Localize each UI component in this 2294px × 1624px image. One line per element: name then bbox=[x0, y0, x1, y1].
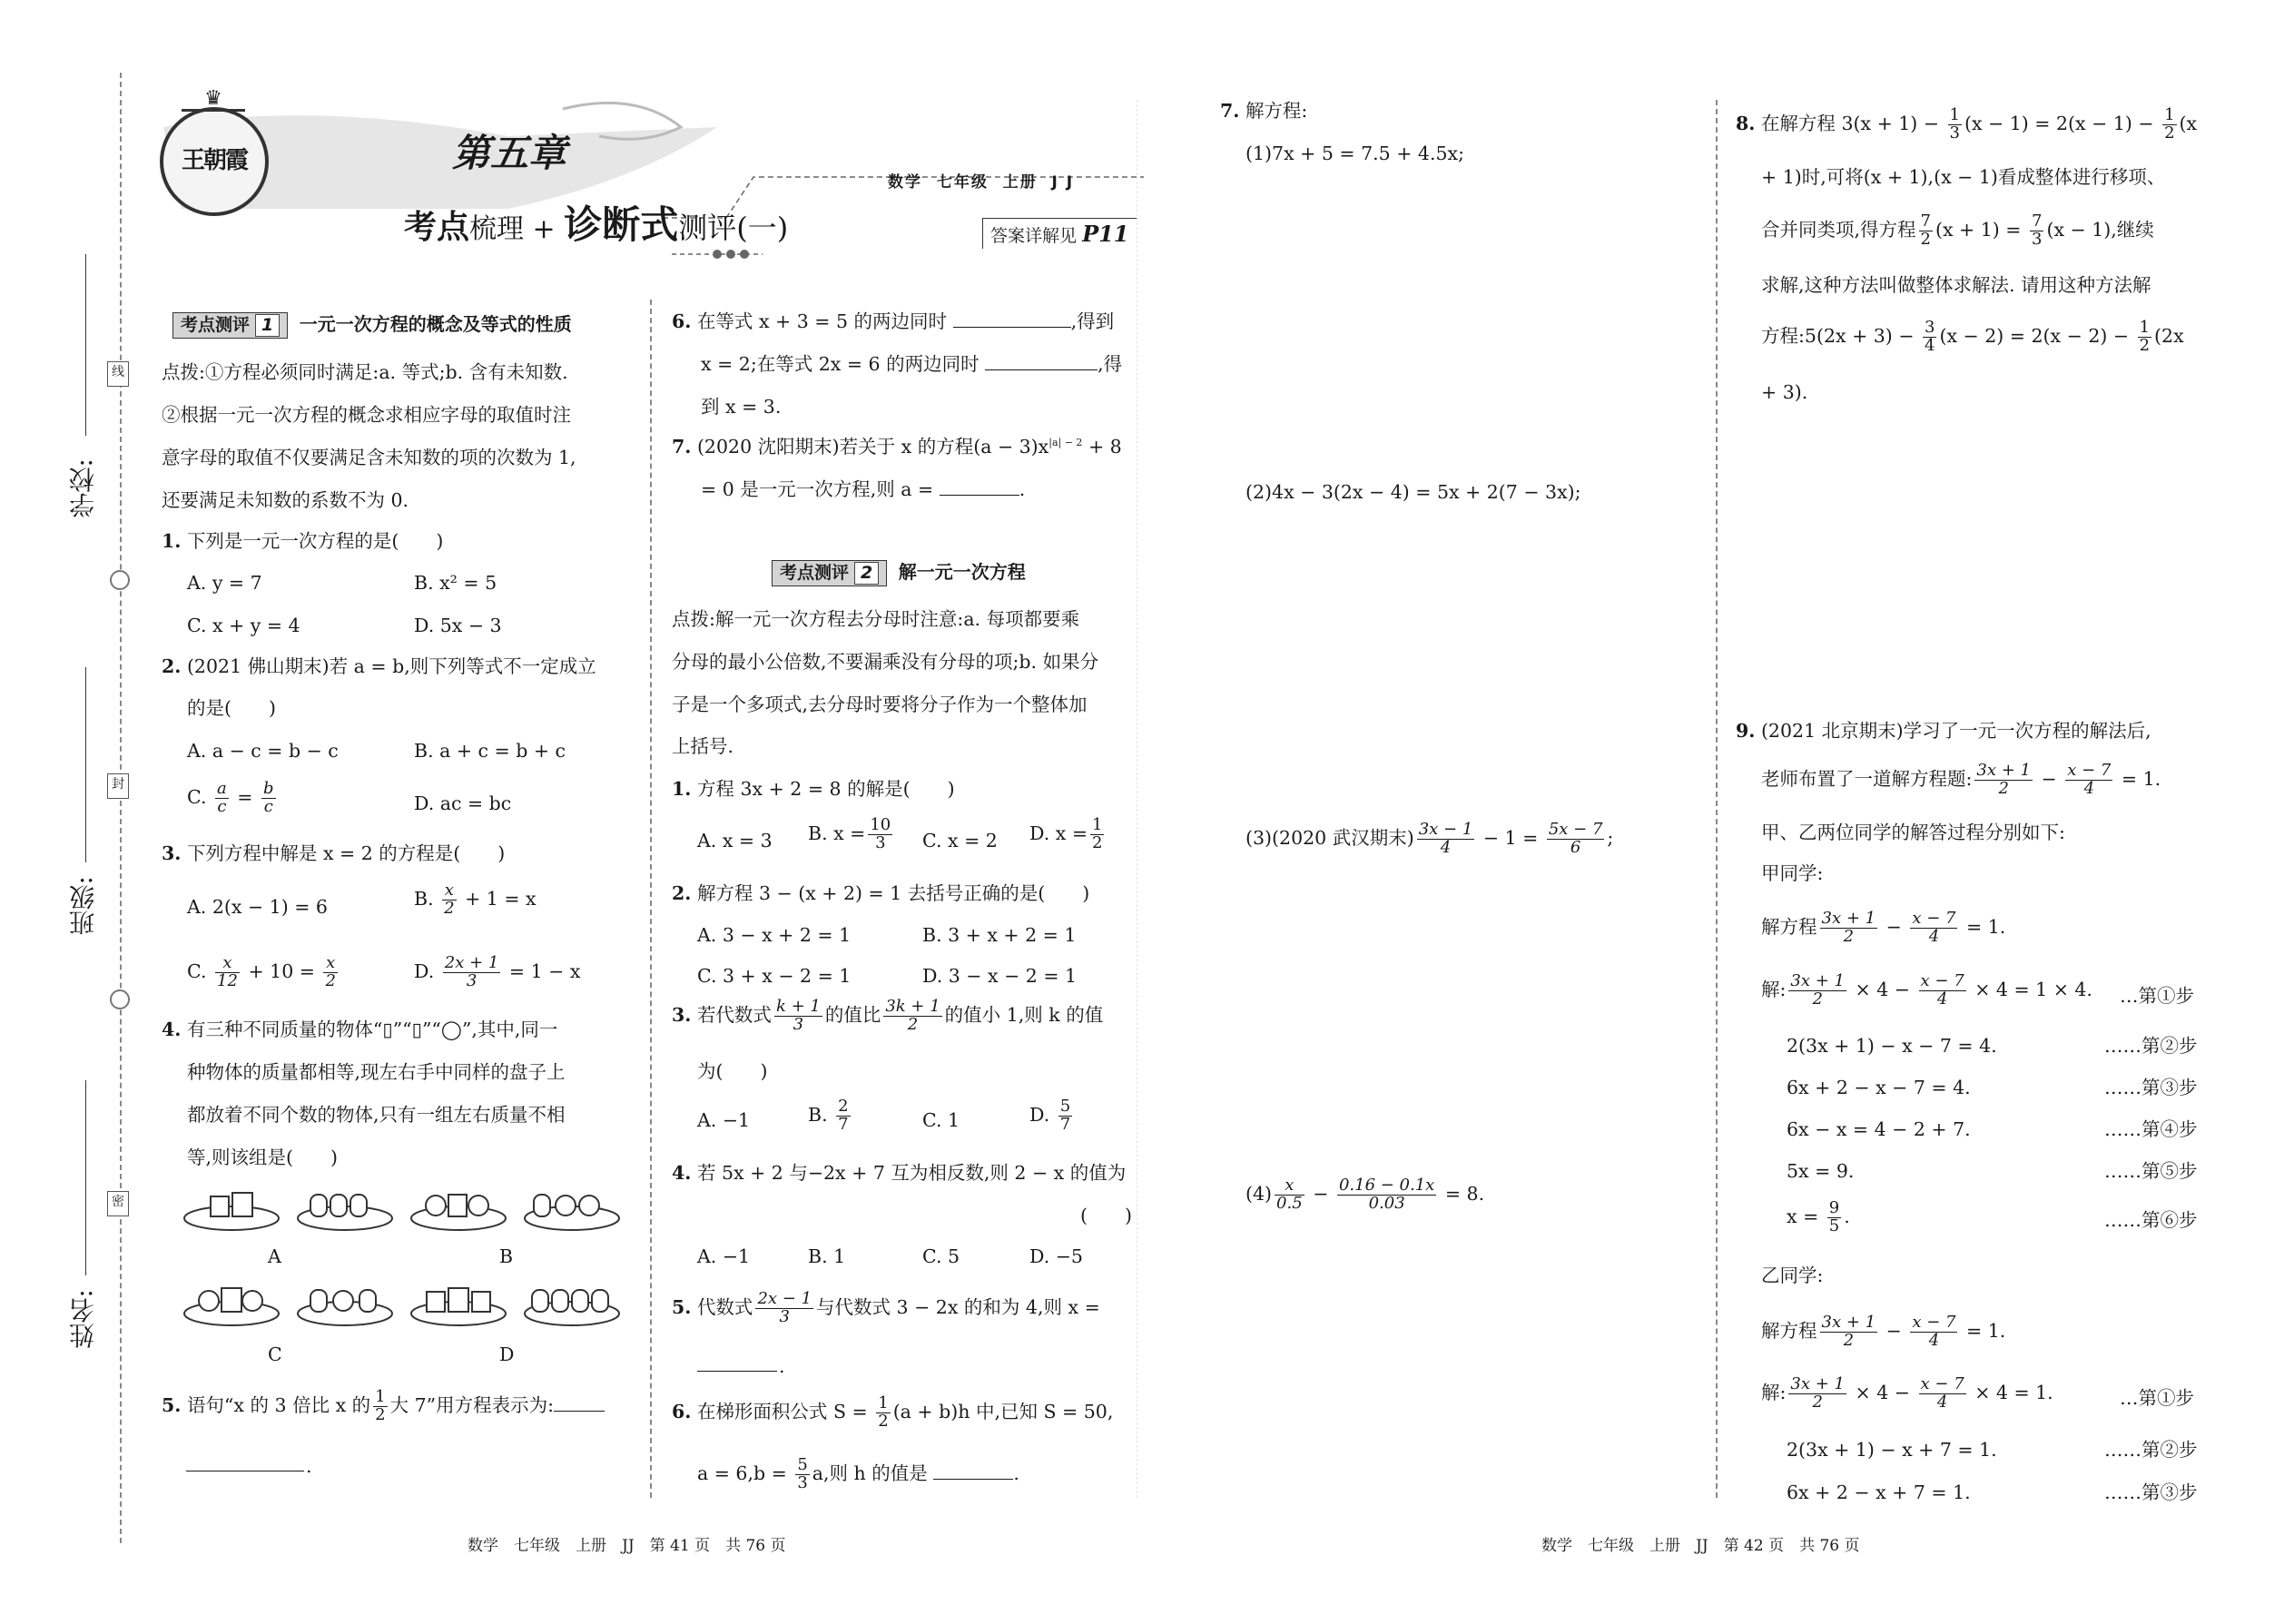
question-6-cont: x = 2;在等式 2x = 6 的两边同时 ,得 bbox=[701, 353, 1123, 375]
option-label-d: D bbox=[499, 1343, 515, 1365]
title-part3: 诊断式 bbox=[564, 202, 679, 247]
title-part1: 考点 bbox=[404, 208, 470, 246]
answer-blank[interactable] bbox=[554, 1394, 605, 1412]
section2-tag: 考点测评 2 bbox=[772, 560, 887, 586]
binding-dashed-line bbox=[120, 73, 122, 1543]
option-b: B. x = $\frac{10}{3}$ bbox=[808, 815, 891, 852]
option-d: D. −5 bbox=[1029, 1245, 1083, 1267]
option-a: A. y = 7 bbox=[187, 572, 262, 594]
question-4: 4. 有三种不同质量的物体“▯”“▯”“◯”,其中,同一 bbox=[162, 1019, 558, 1040]
page-title bbox=[404, 195, 788, 250]
logo-text: 王朝霞 bbox=[181, 147, 247, 174]
question-p3: 3. 若代数式 $\frac{k + 1}{3}$ 的值比 $\frac{3k + 1}{2}$ 的值小 1,则 k 的值 bbox=[672, 997, 1104, 1034]
crown-icon: ♛ bbox=[182, 89, 245, 112]
option-d: D. 3 − x − 2 = 1 bbox=[922, 965, 1078, 987]
jia-step-5: 5x = 9. bbox=[1787, 1160, 1855, 1182]
name-blank bbox=[85, 1080, 86, 1275]
question-4-cont: 种物体的质量都相等,现左右手中同样的盘子上 bbox=[187, 1061, 566, 1083]
question-8-cont: 合并同类项,得方程 $\frac{7}{2}$ (x + 1) = $\frac{7}{3}$ (x − 1),继续 bbox=[1761, 212, 2154, 249]
student-yi: 乙同学: bbox=[1761, 1265, 1824, 1286]
option-label-c: C bbox=[268, 1343, 282, 1365]
answer-blank[interactable] bbox=[697, 1371, 777, 1372]
footer-right: 数学 七年级 上册 JJ 第 42 页 共 76 页 bbox=[1541, 1537, 1860, 1555]
question-5: 5. 语句“x 的 3 倍比 x 的 $\frac{1}{2}$ 大 7”用方程表示为: bbox=[162, 1389, 605, 1424]
question-9-cont: 甲、乙两位同学的解答过程分别如下: bbox=[1761, 822, 2065, 843]
option-b: B. 1 bbox=[808, 1245, 846, 1267]
option-d: D. 5x − 3 bbox=[414, 615, 502, 636]
yi-step-2: 2(3x + 1) − x + 7 = 1. bbox=[1787, 1439, 1997, 1461]
question-2-cont: 的是( ) bbox=[187, 697, 276, 719]
hole-icon bbox=[110, 570, 130, 590]
question-8-cont: + 3). bbox=[1761, 381, 1808, 403]
balance-option-b bbox=[409, 1180, 626, 1235]
jia-equation: 解方程 $\frac{3x + 1}{2}$ − $\frac{x - 7}{4}$ = 1. bbox=[1761, 909, 2006, 946]
answer-blank[interactable] bbox=[985, 353, 1098, 370]
yi-step-1: 解: $\frac{3x + 1}{2}$ × 4 − $\frac{x - 7}{4}$ × 4 = 1. bbox=[1761, 1374, 2053, 1412]
step-label: ……第⑤步 bbox=[2104, 1160, 2198, 1182]
class-blank bbox=[85, 667, 86, 862]
tip-line: ②根据一元一次方程的概念求相应字母的取值时注 bbox=[162, 404, 571, 426]
question-9: 9. (2021 北京期末)学习了一元一次方程的解法后, bbox=[1736, 720, 2151, 742]
option-d: D. $\frac{5}{7}$ bbox=[1029, 1097, 1071, 1134]
yi-equation: 解方程 $\frac{3x + 1}{2}$ − $\frac{x - 7}{4}$ = 1. bbox=[1761, 1313, 2006, 1350]
sub-question-1: (1)7x + 5 = 7.5 + 4.5x; bbox=[1245, 143, 1464, 164]
balance-option-c bbox=[182, 1275, 399, 1330]
answer-blank[interactable] bbox=[940, 478, 1019, 496]
option-b: B. 3 + x + 2 = 1 bbox=[922, 924, 1077, 946]
question-4-cont: 等,则该组是( ) bbox=[187, 1147, 339, 1168]
footer-left: 数学 七年级 上册 JJ 第 41 页 共 76 页 bbox=[468, 1537, 786, 1555]
answer-ref-text: 答案详解见 bbox=[990, 226, 1078, 246]
answer-ref-page: P11 bbox=[1082, 221, 1129, 247]
section2-header bbox=[772, 560, 1026, 586]
sub-question-2: (2)4x − 3(2x − 4) = 5x + 2(7 − 3x); bbox=[1245, 481, 1581, 503]
jia-step-2: 2(3x + 1) − x − 7 = 4. bbox=[1787, 1035, 1997, 1057]
option-a: A. 2(x − 1) = 6 bbox=[187, 896, 328, 918]
seal-mark-line: 线 bbox=[107, 361, 129, 387]
tip-line: 意字母的取值不仅要满足含未知数的项的次数为 1, bbox=[162, 447, 576, 468]
option-label-a: A bbox=[268, 1245, 281, 1267]
option-c: C. $\frac{a}{c}$ = $\frac{b}{c}$ bbox=[187, 779, 274, 816]
answer-blank[interactable] bbox=[933, 1462, 1013, 1480]
option-d: D. $\frac{2x + 1}{3}$ = 1 − x bbox=[414, 953, 581, 990]
jia-step-1: 解: $\frac{3x + 1}{2}$ × 4 − $\frac{x - 7}{4}$ × 4 = 1 × 4. bbox=[1761, 971, 2092, 1009]
section2-title: 解一元一次方程 bbox=[898, 561, 1026, 583]
step-label: …第①步 bbox=[2120, 985, 2194, 1007]
school-label: 学校: bbox=[68, 458, 98, 518]
sub-question-4: (4) $\frac{x}{0.5}$ − $\frac{0.16 - 0.1x}{0.03}$ = 8. bbox=[1245, 1176, 1485, 1213]
step-label: ……第③步 bbox=[2104, 1481, 2198, 1503]
question-p6: 6. 在梯形面积公式 S = $\frac{1}{2}$ (a + b)h 中,已知 S = 50, bbox=[672, 1393, 1114, 1431]
step-label: ……第②步 bbox=[2104, 1035, 2198, 1057]
period: . bbox=[779, 1355, 785, 1377]
tip-line: 还要满足未知数的系数不为 0. bbox=[162, 489, 409, 511]
option-a: A. a − c = b − c bbox=[187, 740, 339, 762]
option-c: C. $\frac{x}{12}$ + 10 = $\frac{x}{2}$ bbox=[187, 953, 336, 990]
tip-line: 分母的最小公倍数,不要漏乘没有分母的项;b. 如果分 bbox=[672, 651, 1099, 673]
option-c: C. 1 bbox=[922, 1109, 960, 1131]
sub-question-3: (3)(2020 武汉期末) $\frac{3x - 1}{4}$ − 1 = $\frac{5x - 7}{6}$ ; bbox=[1245, 820, 1614, 857]
tip-line: 上括号. bbox=[672, 735, 734, 757]
name-label: 姓名: bbox=[68, 1289, 98, 1349]
balance-option-d bbox=[409, 1275, 626, 1330]
option-b: B. $\frac{x}{2}$ + 1 = x bbox=[414, 881, 537, 918]
option-a: A. −1 bbox=[697, 1109, 751, 1131]
question-4-cont: 都放着不同个数的物体,只有一组左右质量不相 bbox=[187, 1104, 566, 1126]
option-d: D. ac = bc bbox=[414, 792, 512, 814]
question-3: 3. 下列方程中解是 x = 2 的方程是( ) bbox=[162, 842, 506, 864]
question-1: 1. 下列是一元一次方程的是( ) bbox=[162, 530, 444, 552]
question-p3-cont: 为( ) bbox=[697, 1060, 768, 1082]
question-8-cont: + 1)时,可将(x + 1),(x − 1)看成整体进行移项、 bbox=[1761, 166, 2166, 188]
seal-mark-secret: 密 bbox=[107, 1191, 129, 1216]
option-c: C. 5 bbox=[922, 1245, 960, 1267]
option-a: A. −1 bbox=[697, 1245, 751, 1267]
title-part2: 梳理 + bbox=[469, 213, 565, 245]
question-p5: 5. 代数式 $\frac{2x - 1}{3}$ 与代数式 3 − 2x 的和为 4,则 x = bbox=[672, 1289, 1100, 1326]
balance-option-a bbox=[182, 1180, 399, 1235]
tip-line: 点拨:解一元一次方程去分母时注意:a. 每项都要乘 bbox=[672, 608, 1080, 630]
option-label-b: B bbox=[499, 1245, 514, 1267]
yi-step-3: 6x + 2 − x + 7 = 1. bbox=[1787, 1481, 1971, 1503]
option-b: B. x² = 5 bbox=[414, 572, 497, 594]
jia-step-6: x = $\frac{9}{5}$ . bbox=[1787, 1198, 1850, 1235]
section1-tag: 考点测评 1 bbox=[172, 312, 288, 339]
step-label: ……第②步 bbox=[2104, 1439, 2198, 1461]
chapter-title: 第五章 bbox=[452, 131, 567, 175]
student-jia: 甲同学: bbox=[1761, 862, 1824, 884]
section1-header bbox=[172, 312, 572, 339]
logo-seal bbox=[160, 87, 269, 216]
step-label: …第①步 bbox=[2120, 1387, 2194, 1409]
question-p6-cont: a = 6,b = $\frac{5}{3}$ a,则 h 的值是 . bbox=[697, 1455, 1019, 1492]
answer-ref-box bbox=[982, 218, 1137, 249]
question-p1: 1. 方程 3x + 2 = 8 的解是( ) bbox=[672, 778, 955, 800]
option-a: A. 3 − x + 2 = 1 bbox=[697, 924, 852, 946]
question-9-cont: 老师布置了一道解方程题: $\frac{3x + 1}{2}$ − $\frac{x - 7}{4}$ = 1. bbox=[1761, 761, 2161, 798]
option-b: B. a + c = b + c bbox=[414, 740, 566, 762]
period: . bbox=[306, 1455, 312, 1477]
question-6: 6. 在等式 x + 3 = 5 的两边同时 ,得到 bbox=[672, 310, 1115, 332]
column-divider bbox=[1716, 100, 1718, 1498]
title-part4: 测评(一) bbox=[678, 211, 789, 245]
jia-step-3: 6x + 2 − x − 7 = 4. bbox=[1787, 1077, 1971, 1098]
question-p4: 4. 若 5x + 2 与−2x + 7 互为相反数,则 2 − x 的值为 bbox=[672, 1162, 1127, 1184]
step-label: ……第⑥步 bbox=[2104, 1209, 2198, 1231]
question-p2: 2. 解方程 3 − (x + 2) = 1 去括号正确的是( ) bbox=[672, 882, 1090, 904]
option-c: C. 3 + x − 2 = 1 bbox=[697, 965, 852, 987]
subject-info: 数学 七年级 上册 J J bbox=[888, 173, 1075, 192]
answer-blank[interactable] bbox=[953, 310, 1071, 328]
section1-title: 一元一次方程的概念及等式的性质 bbox=[299, 313, 572, 335]
option-c: C. x = 2 bbox=[922, 830, 998, 851]
option-b: B. $\frac{2}{7}$ bbox=[808, 1097, 849, 1134]
question-7-solve: 7. 解方程: bbox=[1220, 100, 1308, 122]
tip-line: 子是一个多项式,去分母时要将分子作为一个整体加 bbox=[672, 694, 1088, 715]
option-c: C. x + y = 4 bbox=[187, 615, 300, 636]
jia-step-4: 6x − x = 4 − 2 + 7. bbox=[1787, 1118, 1971, 1140]
step-label: ……第④步 bbox=[2104, 1118, 2198, 1140]
school-blank bbox=[85, 254, 86, 436]
step-label: ……第③步 bbox=[2104, 1077, 2198, 1098]
hole-icon bbox=[110, 989, 130, 1009]
class-label: 班级: bbox=[68, 876, 98, 936]
seal-mark-seal: 封 bbox=[107, 773, 129, 799]
answer-paren: ( ) bbox=[1080, 1205, 1132, 1226]
question-8-cont: 方程:5(2x + 3) − $\frac{3}{4}$ (x − 2) = 2(x − 2) − $\frac{1}{2}$ (2x bbox=[1761, 318, 2184, 355]
question-2: 2. (2021 佛山期末)若 a = b,则下列等式不一定成立 bbox=[162, 655, 596, 677]
option-a: A. x = 3 bbox=[697, 830, 773, 851]
question-8: 8. 在解方程 3(x + 1) − $\frac{1}{3}$ (x − 1) = 2(x − 1) − $\frac{1}{2}$ (x bbox=[1736, 105, 2198, 143]
question-8-cont: 求解,这种方法叫做整体求解法. 请用这种方法解 bbox=[1761, 274, 2151, 296]
question-6-cont: 到 x = 3. bbox=[701, 396, 782, 418]
column-divider bbox=[650, 300, 652, 1498]
question-7: 7. (2020 沈阳期末)若关于 x 的方程$(a - 3)x^{|a| - 2} + 8$ bbox=[672, 436, 1122, 458]
question-7-cont: = 0 是一元一次方程,则 a = . bbox=[701, 478, 1026, 500]
option-d: D. x = $\frac{1}{2}$ bbox=[1029, 815, 1103, 852]
tip-line: 点拨:①方程必须同时满足:a. 等式;b. 含有未知数. bbox=[162, 361, 568, 383]
